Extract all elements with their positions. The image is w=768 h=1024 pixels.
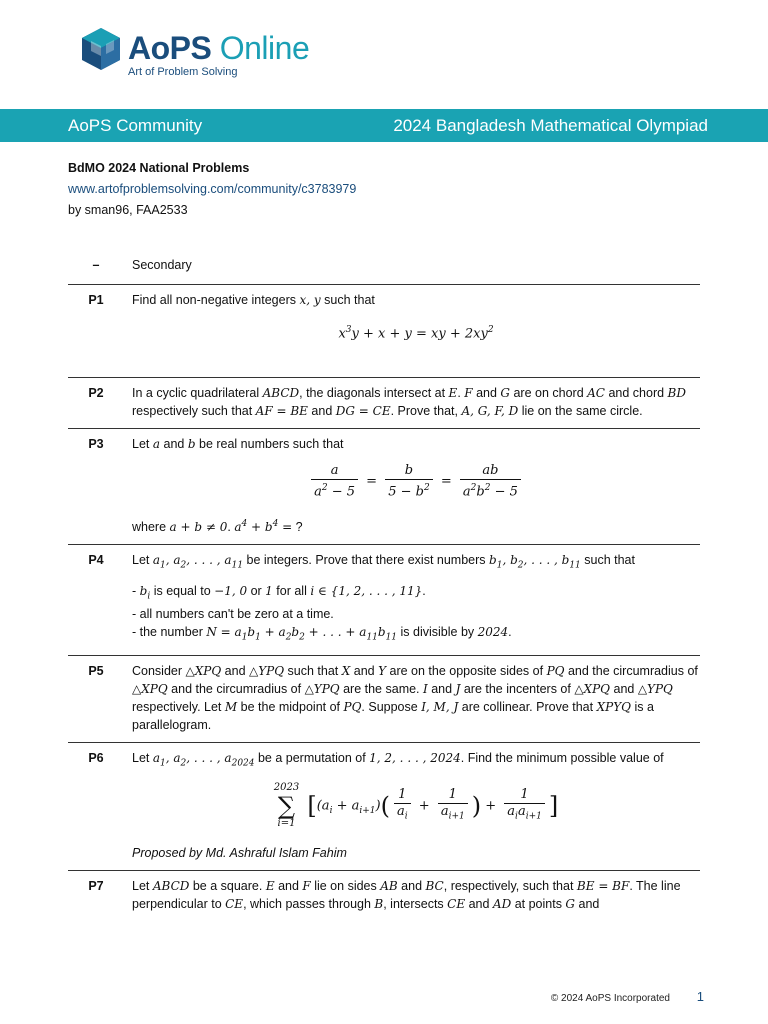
problem-label: P5 [88,663,104,678]
banner-contest: 2024 Bangladesh Mathematical Olympiad [393,116,708,135]
problem-list [68,250,700,921]
aops-cube-icon [80,26,122,72]
problem-p1 [68,285,700,378]
problem-label: P7 [88,879,104,894]
problem-label: P6 [88,750,104,765]
proposed-by: Proposed by Md. Ashraful Islam Fahim [132,846,347,861]
problem-label: P4 [88,552,104,567]
problem-p5 [68,656,700,743]
logo-wordmark: AoPS Online [128,30,310,66]
document-title: BdMO 2024 National Problems [68,161,250,175]
problem-p3 [68,429,700,544]
problem-p2 [68,378,700,429]
section-row [68,250,700,285]
problem-p4 [68,545,700,656]
problem-text: Let $a_1$, $a_2$, . . . , $a_{11}$ be integers. Prove that there exist numbers $b_1$, $b_2$, . . . , $b_{11}$ such that - $b_i$ is equal to −1, 0 or 1 for all i ∈ {1, 2, . . . , 11}. - all numbers can't be zero at a time. - the number $N = a_1b_1 + a_2b_2$ + . . . + $a_{11}b_{11}$ is divisible by 2024. [132,552,635,643]
problem-label: P3 [88,437,104,452]
problem-p7 [68,871,700,921]
problem-text: Consider △XPQ and △YPQ such that X and Y are on the opposite sides of PQ and the circumradius of △XPQ and the circumradius of △YPQ are the same. I and J are the incenters of △XPQ and △YPQ respectively. Let M be the midpoint of PQ. Suppose I, M, J are collinear. Prove that XPYQ is a parallelogram. [132,663,698,732]
problem-text: In a cyclic quadrilateral ABCD, the diagonals intersect at E. F and G are on chord AC and chord BD respectively such that AF = BE and DG = CE. Prove that, A, G, F, D lie on the same circle. [132,386,686,419]
community-link[interactable]: www.artofproblemsolving.com/community/c3783979 [68,182,357,196]
page-footer [551,989,704,1004]
problem-text: Let a and b be real numbers such that $\frac{a}{a^2 - 5}$ = $\frac{b}{5 - b^2}$ = $\frac{ab}{a^2b^2 - 5}$ where a + b ≠ 0. $a^4 + b^4$ = ? [132,435,700,535]
header-banner [0,109,768,142]
page-number: 1 [696,989,704,1004]
section-text: Secondary [132,258,192,272]
logo-tagline: Art of Problem Solving [128,66,238,78]
problem-text: Find all non-negative integers x, y such that $x^3y + x + y$ = xy + $2xy^2$ [132,293,494,342]
authors: by sman96, FAA2533 [68,203,188,217]
document-meta [68,158,356,221]
problem-label: P1 [88,293,104,307]
copyright: © 2024 AoPS Incorporated [550,993,670,1004]
problem-text: Let ABCD be a square. E and F lie on sides AB and BC, respectively, such that BE = BF. The line perpendicular to CE, which passes through B, intersects CE and AD at points G and [132,879,681,912]
problem-label: P2 [88,386,104,401]
aops-logo [80,26,340,82]
banner-community: AoPS Community [68,116,203,135]
problem-text: Let $a_1$, $a_2$, . . . , $a_{2024}$ be a permutation of 1, 2, . . . , 2024. Find the minimum possible value of 2023 ∑ i=1 [$(a_i + a_{i+1})$( $\frac{1}{a_i}$ + $\frac{1}{a_{i+1}}$ ) + $\frac{1}{a_ia_{i+1}}$ ] Proposed by Md. Ashraful Islam Fahim [132,749,700,862]
problem-p6 [68,743,700,871]
section-label: – [92,258,100,272]
